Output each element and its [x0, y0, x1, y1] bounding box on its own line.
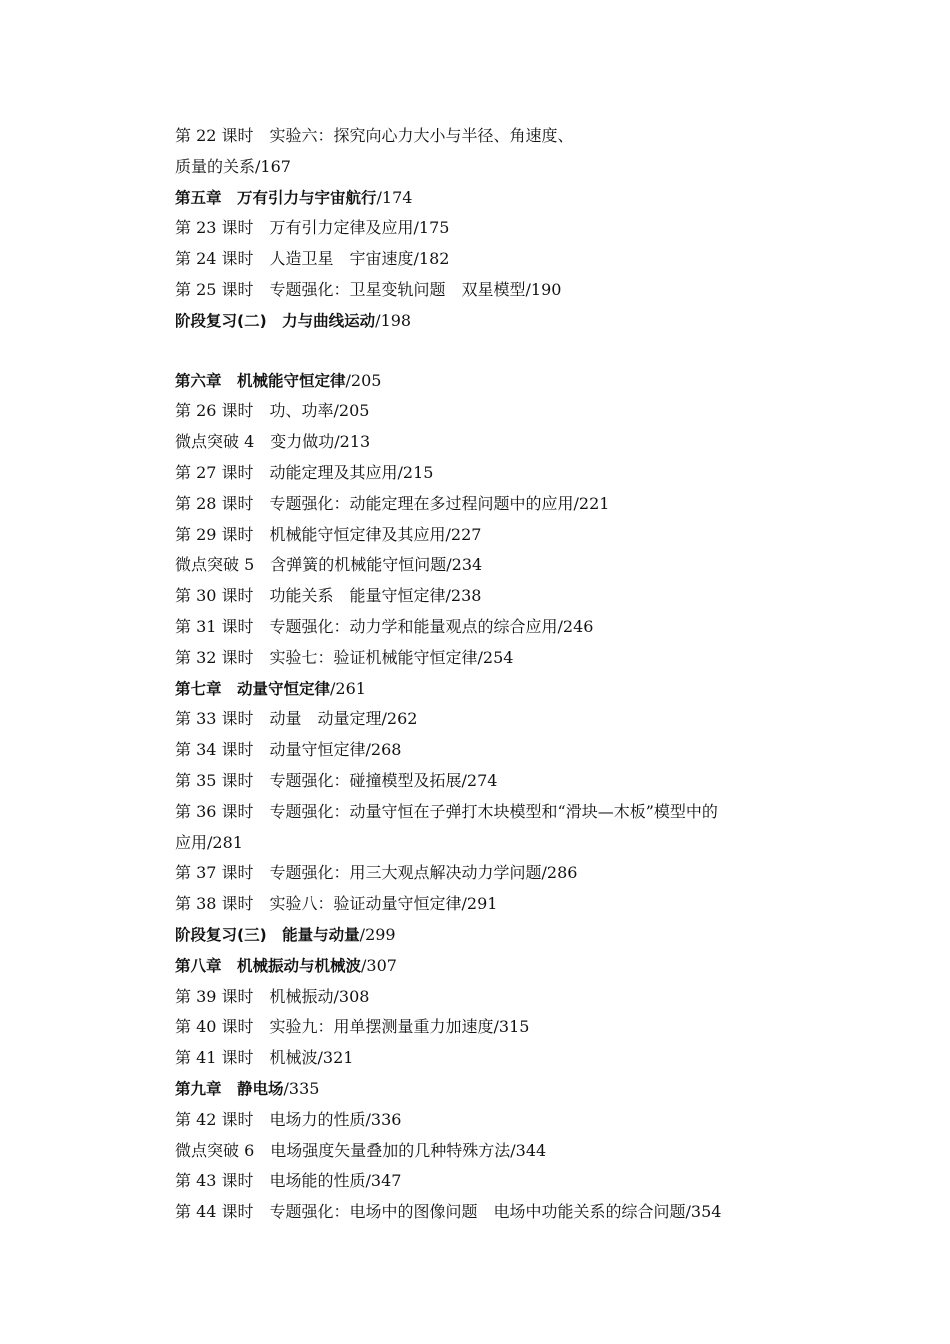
toc-lesson: 第 29 课时 机械能守恒定律及其应用/227: [175, 524, 482, 544]
toc-lesson: 第 38 课时 实验八：验证动量守恒定律/291: [175, 894, 498, 914]
toc-lesson: 微点突破 6 电场强度矢量叠加的几种特殊方法/344: [175, 1140, 547, 1160]
toc-lesson: 第 33 课时 动量 动量定理/262: [175, 709, 418, 729]
toc-chapter-heading: [175, 1074, 815, 1105]
chapter-title: 阶段复习(二) 力与曲线运动: [175, 311, 376, 330]
toc-lesson: 第 39 课时 机械振动/308: [175, 986, 370, 1006]
toc-lesson: 第 31 课时 专题强化：动力学和能量观点的综合应用/246: [175, 616, 594, 636]
toc-lesson: 第 43 课时 电场能的性质/347: [175, 1171, 402, 1191]
toc-lesson: 微点突破 4 变力做功/213: [175, 432, 371, 452]
toc-lesson: 第 37 课时 专题强化：用三大观点解决动力学问题/286: [175, 863, 578, 883]
chapter-title: 第九章 静电场: [175, 1079, 284, 1098]
toc-lesson: 第 28 课时 专题强化：动能定理在多过程问题中的应用/221: [175, 493, 610, 513]
section-gap: [175, 337, 815, 366]
chapter-page: /261: [330, 678, 366, 698]
toc-lesson: 第 34 课时 动量守恒定律/268: [175, 740, 402, 760]
chapter-page: /335: [283, 1078, 320, 1098]
toc-lesson: 第 30 课时 功能关系 能量守恒定律/238: [175, 586, 482, 606]
chapter-title: 阶段复习(三) 能量与动量: [175, 925, 360, 944]
toc-lesson: 第 27 课时 动能定理及其应用/215: [175, 462, 434, 482]
toc-lesson: 第 24 课时 人造卫星 宇宙速度/182: [175, 249, 450, 269]
toc-lesson: 第 32 课时 实验七：验证机械能守恒定律/254: [175, 647, 514, 667]
toc-lesson: 第 23 课时 万有引力定律及应用/175: [175, 218, 450, 238]
toc-review-heading: [175, 920, 815, 951]
toc-lesson: 质量的关系/167: [175, 156, 291, 176]
toc-chapter-heading: [175, 183, 815, 214]
toc-lesson: 第 40 课时 实验九：用单摆测量重力加速度/315: [175, 1017, 530, 1037]
toc-lesson: 第 41 课时 机械波/321: [175, 1048, 354, 1068]
chapter-page: /299: [359, 924, 396, 944]
chapter-title: 第六章 机械能守恒定律: [175, 371, 346, 390]
toc-lesson: 微点突破 5 含弹簧的机械能守恒问题/234: [175, 555, 483, 575]
toc-lesson: 应用/281: [175, 832, 243, 852]
toc-lesson: 第 36 课时 专题强化：动量守恒在子弹打木块模型和“滑块—木板”模型中的: [175, 801, 718, 821]
toc-lesson: 第 25 课时 专题强化：卫星变轨问题 双星模型/190: [175, 279, 562, 299]
chapter-page: /205: [345, 370, 382, 390]
toc-lesson: 第 22 课时 实验六：探究向心力大小与半径、角速度、: [175, 126, 574, 145]
toc-lesson: 第 26 课时 功、功率/205: [175, 401, 370, 421]
table-of-contents: [175, 121, 815, 1228]
toc-chapter-heading: [175, 674, 815, 705]
chapter-page: /174: [376, 187, 413, 207]
toc-lesson: 第 44 课时 专题强化：电场中的图像问题 电场中功能关系的综合问题/354: [175, 1202, 722, 1222]
toc-lesson: 第 35 课时 专题强化：碰撞模型及拓展/274: [175, 770, 498, 790]
chapter-page: /307: [361, 955, 397, 975]
chapter-title: 第七章 动量守恒定律: [175, 679, 331, 698]
chapter-page: /198: [375, 310, 412, 330]
chapter-title: 第八章 机械振动与机械波: [175, 956, 362, 975]
toc-lesson: 第 42 课时 电场力的性质/336: [175, 1109, 402, 1129]
chapter-title: 第五章 万有引力与宇宙航行: [175, 188, 377, 207]
toc-chapter-heading: [175, 951, 815, 982]
toc-chapter-heading: [175, 366, 815, 397]
toc-review-heading: [175, 306, 815, 337]
